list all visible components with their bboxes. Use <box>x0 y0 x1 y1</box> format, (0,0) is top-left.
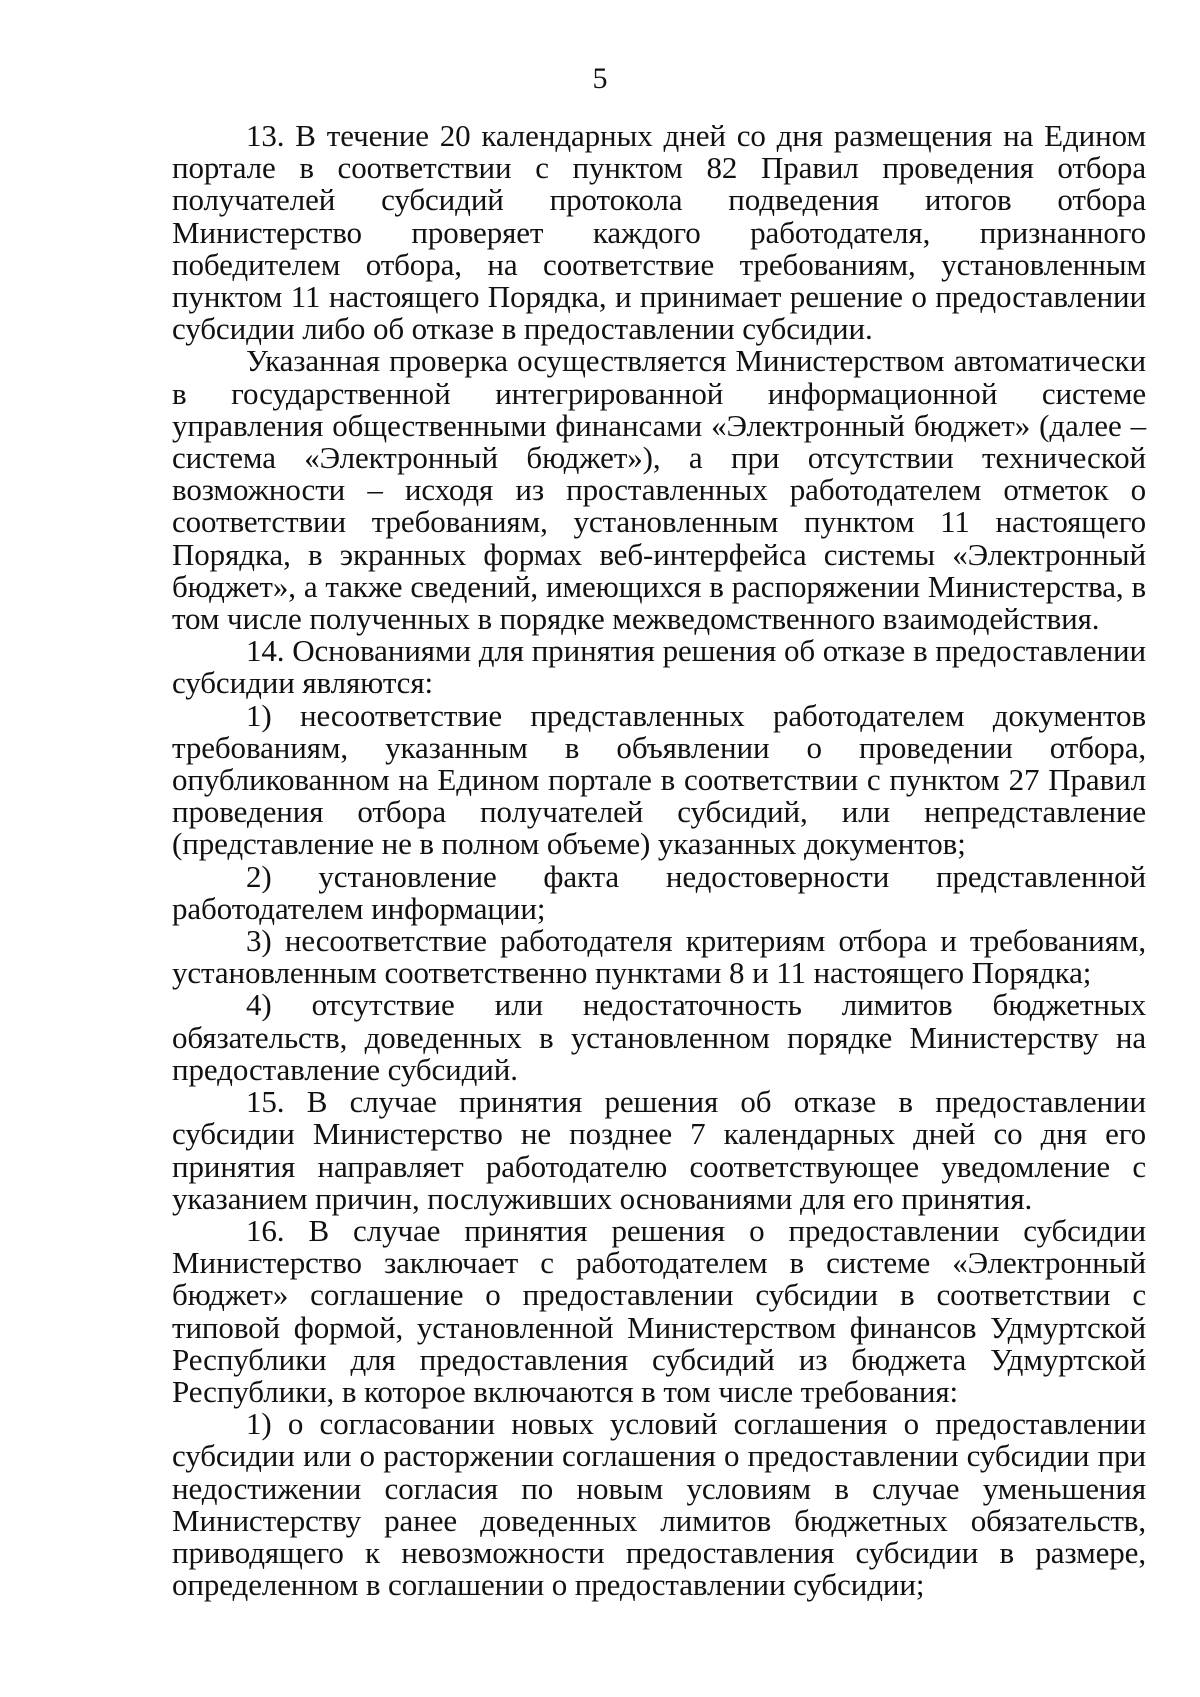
paragraph-13-verification: Указанная проверка осуществляется Министерством автоматически в государственной интегрированной информационной системе управления общественными финансами «Электронный бюджет» (далее – система «Электронный бюджет»), а при отсутствии технической возможности – исходя из проставленных работодателем отметок о соответствии требованиям, установленным пунктом 11 настоящего Порядка, в экранных формах веб-интерфейса системы «Электронный бюджет», а также сведений, имеющихся в распоряжении Министерства, в том числе полученных в порядке межведомственного взаимодействия. <box>172 343 1146 637</box>
page-number: 5 <box>592 62 608 95</box>
paragraph-16-item-1: 1) о согласовании новых условий соглашения о предоставлении субсидии или о расторжении соглашения о предоставлении субсидии при недостижении согласия по новым условиям в случае уменьшения Министерству ранее доведенных лимитов бюджетных обязательств, приводящего к невозможности предоставления субсидии в размере, определенном в соглашении о предоставлении субсидии; <box>172 1406 1146 1603</box>
paragraph-14-item-4: 4) отсутствие или недостаточность лимитов бюджетных обязательств, доведенных в установленном порядке Министерству на предоставление субсидий. <box>172 987 1146 1087</box>
document-body <box>172 120 1146 1601</box>
paragraph-14-item-3: 3) несоответствие работодателя критериям отбора и требованиям, установленным соответственно пунктами 8 и 11 настоящего Порядка; <box>172 923 1146 991</box>
paragraph-15: 15. В случае принятия решения об отказе в предоставлении субсидии Министерство не позднее 7 календарных дней со дня его принятия направляет работодателю соответствующее уведомление с указанием причин, послуживших основаниями для его принятия. <box>172 1084 1146 1216</box>
paragraph-14-item-1: 1) несоответствие представленных работодателем документов требованиям, указанным в объявлении о проведении отбора, опубликованном на Едином портале в соответствии с пунктом 27 Правил проведения отбора получателей субсидий, или непредставление (представление не в полном объеме) указанных документов; <box>172 697 1146 862</box>
paragraph-14-item-2: 2) установление факта недостоверности представленной работодателем информации; <box>172 858 1146 926</box>
paragraph-13: 13. В течение 20 календарных дней со дня размещения на Едином портале в соответствии с пунктом 82 Правил проведения отбора получателей субсидий протокола подведения итогов отбора Министерство проверяет каждого работодателя, признанного победителем отбора, на соответствие требованиям, установленным пунктом 11 настоящего Порядка, и принимает решение о предоставлении субсидии либо об отказе в предоставлении субсидии. <box>172 118 1146 347</box>
paragraph-16: 16. В случае принятия решения о предоставлении субсидии Министерство заключает с работодателем в системе «Электронный бюджет» соглашение о предоставлении субсидии в соответствии с типовой формой, установленной Министерством финансов Удмуртской Республики для предоставления субсидий из бюджета Удмуртской Республики, в которое включаются в том числе требования: <box>172 1212 1146 1409</box>
paragraph-14: 14. Основаниями для принятия решения об отказе в предоставлении субсидии являются: <box>172 633 1146 701</box>
